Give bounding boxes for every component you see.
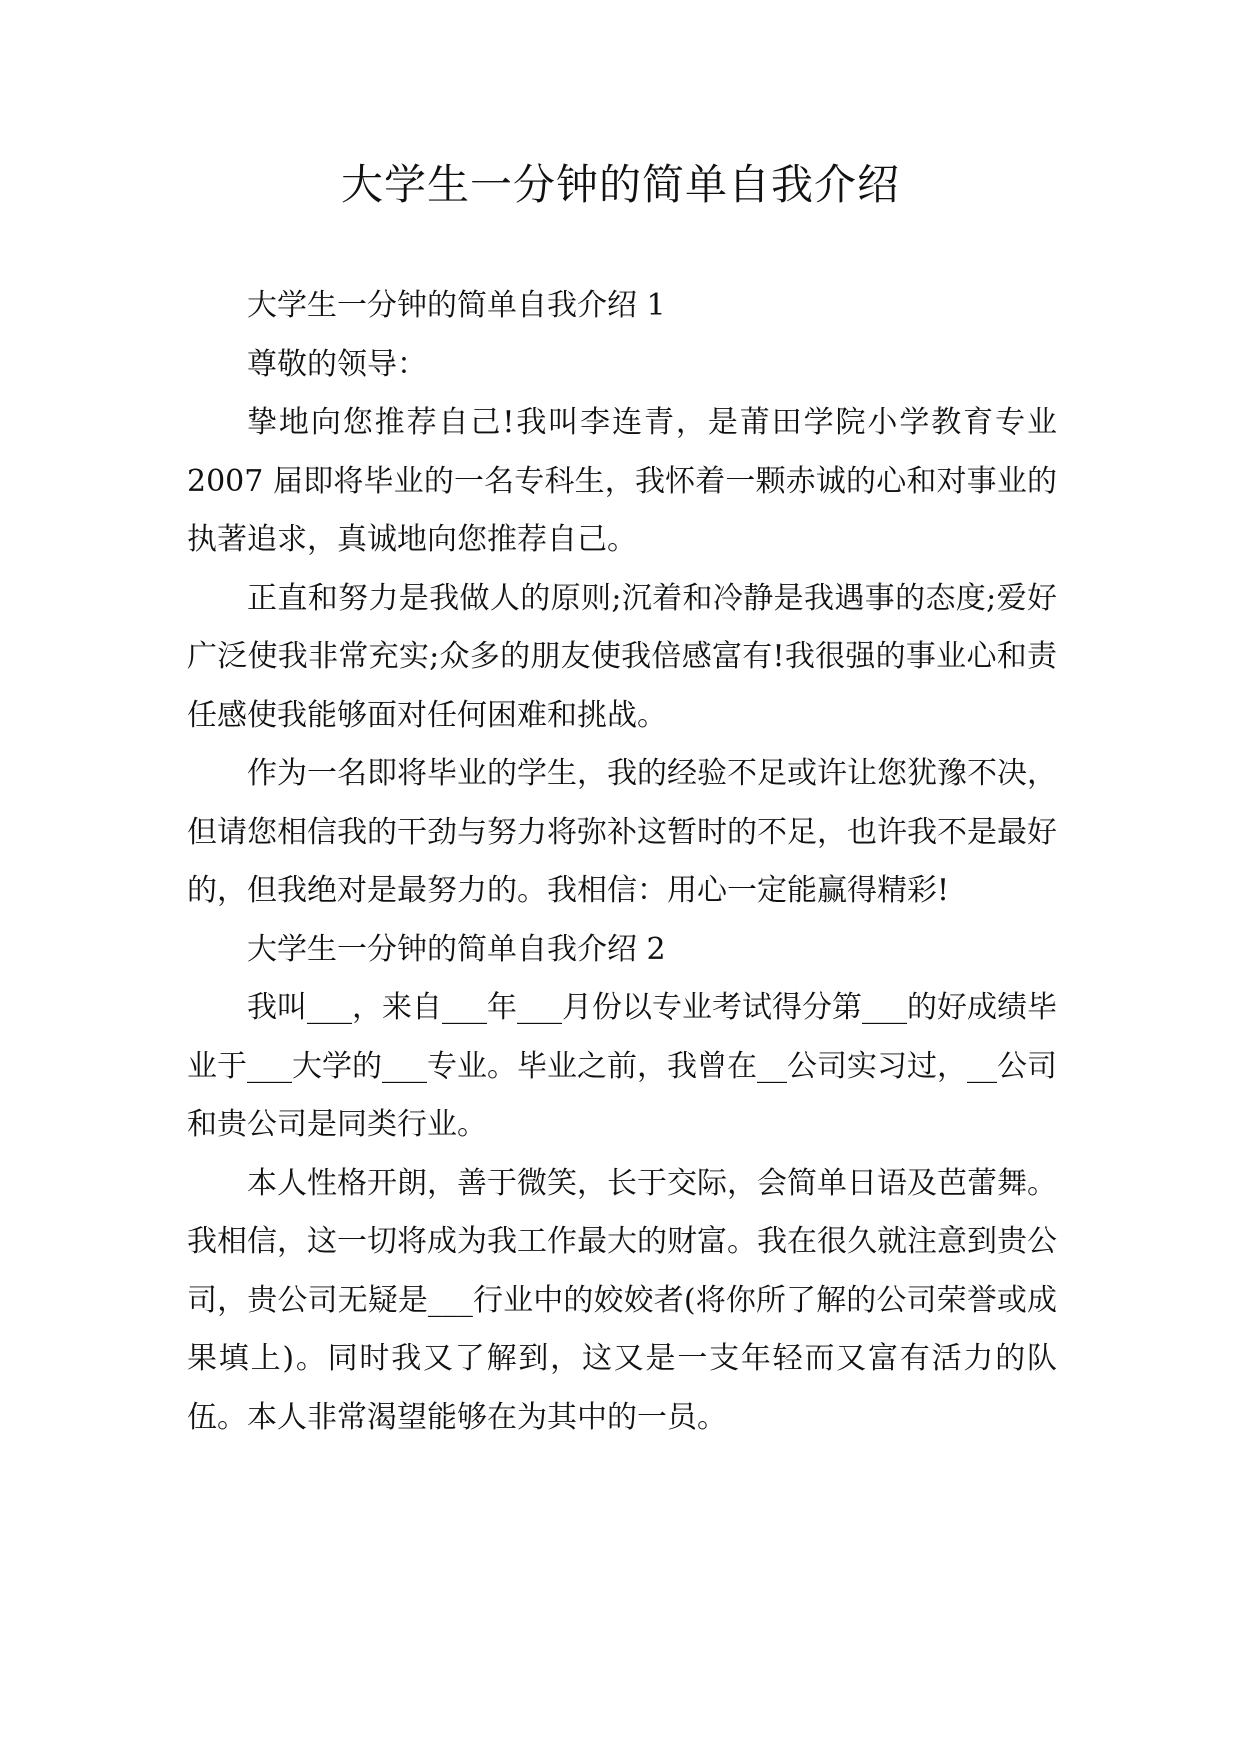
paragraph-personality: 本人性格开朗，善于微笑，长于交际，会简单日语及芭蕾舞。我相信，这一切将成为我工作最大的财富。我在很久就注意到贵公司，贵公司无疑是___行业中的姣姣者(将你所了解的公司荣誉或成果填上)。同时我又了解到，这又是一支年轻而又富有活力的队伍。本人非常渴望能够在为其中的一员。	[187, 1165, 1057, 1435]
paragraph-intro: 挚地向您推荐自己!我叫李连青，是莆田学院小学教育专业 2007 届即将毕业的一名专科生，我怀着一颗赤诚的心和对事业的执著追求，真诚地向您推荐自己。	[187, 405, 1057, 557]
paragraph-experience: 作为一名即将毕业的学生，我的经验不足或许让您犹豫不决，但请您相信我的干劲与努力将弥补这暂时的不足，也许我不是最好的，但我绝对是最努力的。我相信：用心一定能赢得精彩!	[187, 756, 1057, 908]
document-body	[187, 277, 1057, 1447]
section-heading-2: 大学生一分钟的简单自我介绍 2	[247, 931, 666, 967]
document-title: 大学生一分钟的简单自我介绍	[340, 160, 900, 209]
paragraph-principles: 正直和努力是我做人的原则;沉着和冷静是我遇事的态度;爱好广泛使我非常充实;众多的朋友使我倍感富有!我很强的事业心和责任感使我能够面对任何困难和挑战。	[187, 580, 1057, 733]
section-heading-1: 大学生一分钟的简单自我介绍 1	[247, 288, 666, 323]
salutation: 尊敬的领导：	[247, 346, 427, 382]
paragraph-background: 我叫___，来自___年___月份以专业考试得分第___的好成绩毕业于___大学的___专业。毕业之前，我曾在__公司实习过，__公司和贵公司是同类行业。	[187, 990, 1057, 1142]
